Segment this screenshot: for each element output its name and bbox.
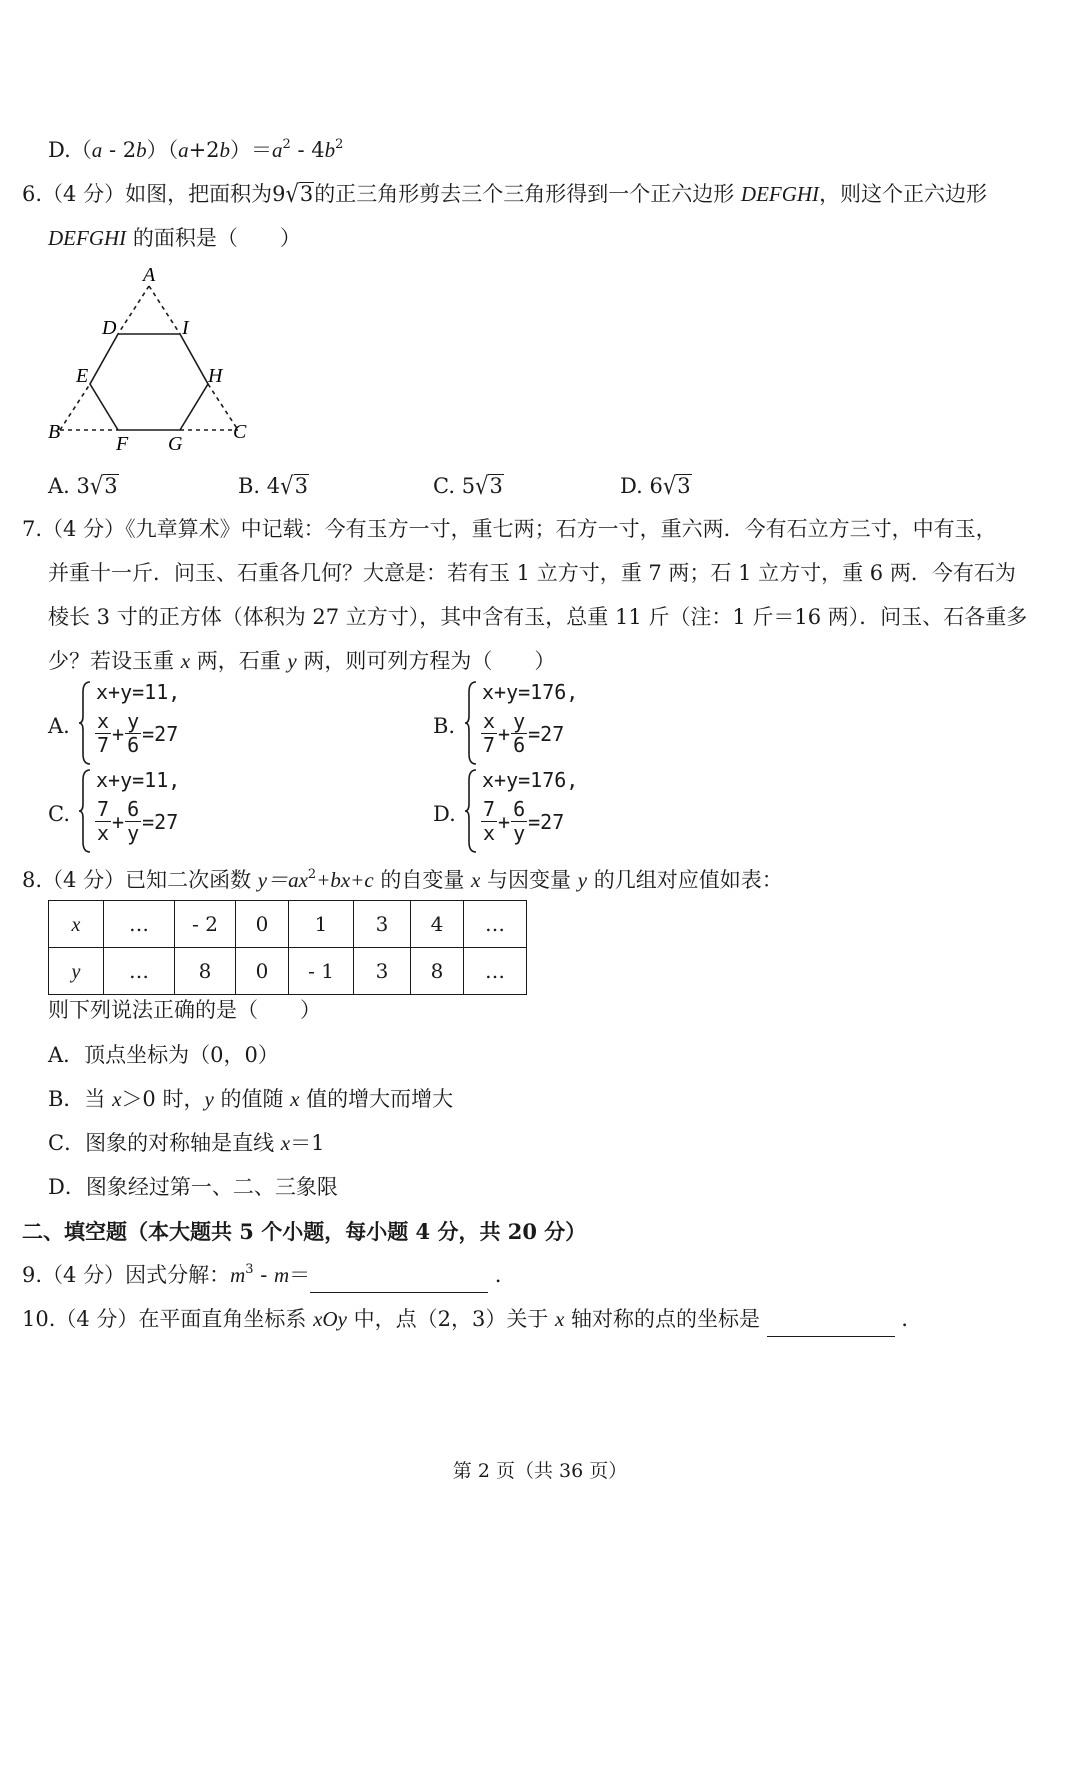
q10-stem: 10.（4 分）在平面直角坐标系 xOy 中，点（2，3）关于 x 轴对称的点的坐标是 ． xyxy=(22,1307,922,1337)
table-cell: … xyxy=(464,948,527,995)
table-cell: x xyxy=(49,901,104,948)
q7-option-a-label: A. xyxy=(48,714,70,738)
q7-option-b-system: x+y=176, $\frac{x}{7}$ + $\frac{y}{6}$ =27 xyxy=(464,680,684,766)
label-i: I xyxy=(182,317,189,339)
label-f: F xyxy=(116,433,129,455)
q7-option-c-system: x+y=11, $\frac{7}{x}$ + $\frac{6}{y}$ =27 xyxy=(78,768,278,854)
q7-stem-line1: 7.（4 分）《九章算术》中记载：今有玉方一寸，重七两；石方一寸，重六两．今有石立方三寸，中有玉， xyxy=(22,517,997,541)
q7-stem-line4: 少？若设玉重 x 两，石重 y 两，则可列方程为（ ） xyxy=(48,649,556,673)
sqrt-symbol: √3 xyxy=(662,472,691,500)
sqrt-symbol: √3 xyxy=(280,472,308,500)
sqrt-symbol: √3 xyxy=(89,472,118,500)
table-cell: y xyxy=(49,948,104,995)
q6-option-c: C. 5√3 xyxy=(433,472,503,500)
q7-stem-line3: 棱长 3 寸的正方体（体积为 27 立方寸），其中含有玉，总重 11 斤（注：1 斤＝16 两）．问玉、石各重多 xyxy=(48,605,1028,629)
page-footer: 第 2 页（共 36 页） xyxy=(452,1460,628,1482)
dashed-edge-ai xyxy=(149,286,180,334)
table-cell: 0 xyxy=(236,948,289,995)
brace-icon xyxy=(464,768,478,854)
table-cell: 3 xyxy=(354,948,411,995)
table-cell: … xyxy=(104,901,175,948)
value-table xyxy=(48,900,527,995)
table-row-x xyxy=(49,901,527,948)
label-a: A xyxy=(143,264,156,286)
hexagon-defghi xyxy=(90,334,208,430)
table-cell: 1 xyxy=(289,901,354,948)
table-cell: … xyxy=(464,901,527,948)
label-e: E xyxy=(76,365,89,387)
table-cell: - 1 xyxy=(289,948,354,995)
q7-option-c-label: C. xyxy=(48,802,70,826)
q8-option-d: D．图象经过第一、二、三象限 xyxy=(48,1175,338,1199)
q8-stem: 8.（4 分）已知二次函数 $y=ax^2+bx+c$ 的自变量 x 与因变量 y 的几组对应值如表： xyxy=(22,867,783,892)
dashed-edge-ad xyxy=(118,286,149,334)
brace-icon xyxy=(78,768,92,854)
table-cell: 3 xyxy=(354,901,411,948)
q8-option-b: B．当 x＞0 时，y 的值随 x 值的增大而增大 xyxy=(48,1087,454,1111)
q6-option-d: D. 6√3 xyxy=(620,472,691,500)
table-cell: … xyxy=(104,948,175,995)
q7-option-a-system: x+y=11, $\frac{x}{7}$ + $\frac{y}{6}$ =27 xyxy=(78,680,278,766)
q5-option-d: $D.(a - 2b)(a+2b)=a^2 - 4b^2$ xyxy=(48,137,344,162)
q6-stem-line1: 6.（4 分）如图，把面积为9√3的正三角形剪去三个三角形得到一个正六边形 DEFGHI，则这个正六边形 xyxy=(22,180,988,208)
q8-question: 则下列说法正确的是（ ） xyxy=(48,998,321,1022)
q7-option-d-system: x+y=176, $\frac{7}{x}$ + $\frac{6}{y}$ =27 xyxy=(464,768,684,854)
label-b: B xyxy=(48,421,61,443)
q6-stem-line2: DEFGHI 的面积是（ ） xyxy=(48,226,301,250)
table-cell: - 2 xyxy=(175,901,236,948)
sqrt-symbol: √3 xyxy=(475,472,503,500)
q8-option-c: C．图象的对称轴是直线 x＝1 xyxy=(48,1131,325,1155)
q7-stem-line2: 并重十一斤．问玉、石重各几何？大意是：若有玉 1 立方寸，重 7 两；石 1 立方寸，重 6 两．今有石为 xyxy=(48,561,1016,585)
q7-option-d-label: D. xyxy=(433,802,456,826)
label-d: D xyxy=(102,317,117,339)
label-c: C xyxy=(233,421,247,443)
table-cell: 4 xyxy=(411,901,464,948)
table-cell: 8 xyxy=(175,948,236,995)
answer-blank[interactable] xyxy=(310,1267,488,1293)
label-g: G xyxy=(168,433,183,455)
label-h: H xyxy=(208,365,223,387)
sqrt-symbol: √3 xyxy=(285,180,314,208)
q7-option-b-label: B. xyxy=(433,714,456,738)
section-title: 二、填空题（本大题共 5 个小题，每小题 4 分，共 20 分） xyxy=(22,1219,587,1244)
table-row-y xyxy=(49,948,527,995)
table-cell: 0 xyxy=(236,901,289,948)
q8-option-a: A．顶点坐标为（0，0） xyxy=(48,1043,279,1067)
brace-icon xyxy=(464,680,478,766)
q6-option-a: A. 3√3 xyxy=(48,472,118,500)
hexagon-figure xyxy=(40,262,270,462)
dashed-edge-be xyxy=(60,384,90,430)
brace-icon xyxy=(78,680,92,766)
table-cell: 8 xyxy=(411,948,464,995)
q9-stem: 9.（4 分）因式分解：$m^3 - m=$ ． xyxy=(22,1263,516,1293)
answer-blank[interactable] xyxy=(767,1311,895,1337)
q6-option-b: B. 4√3 xyxy=(238,472,308,500)
